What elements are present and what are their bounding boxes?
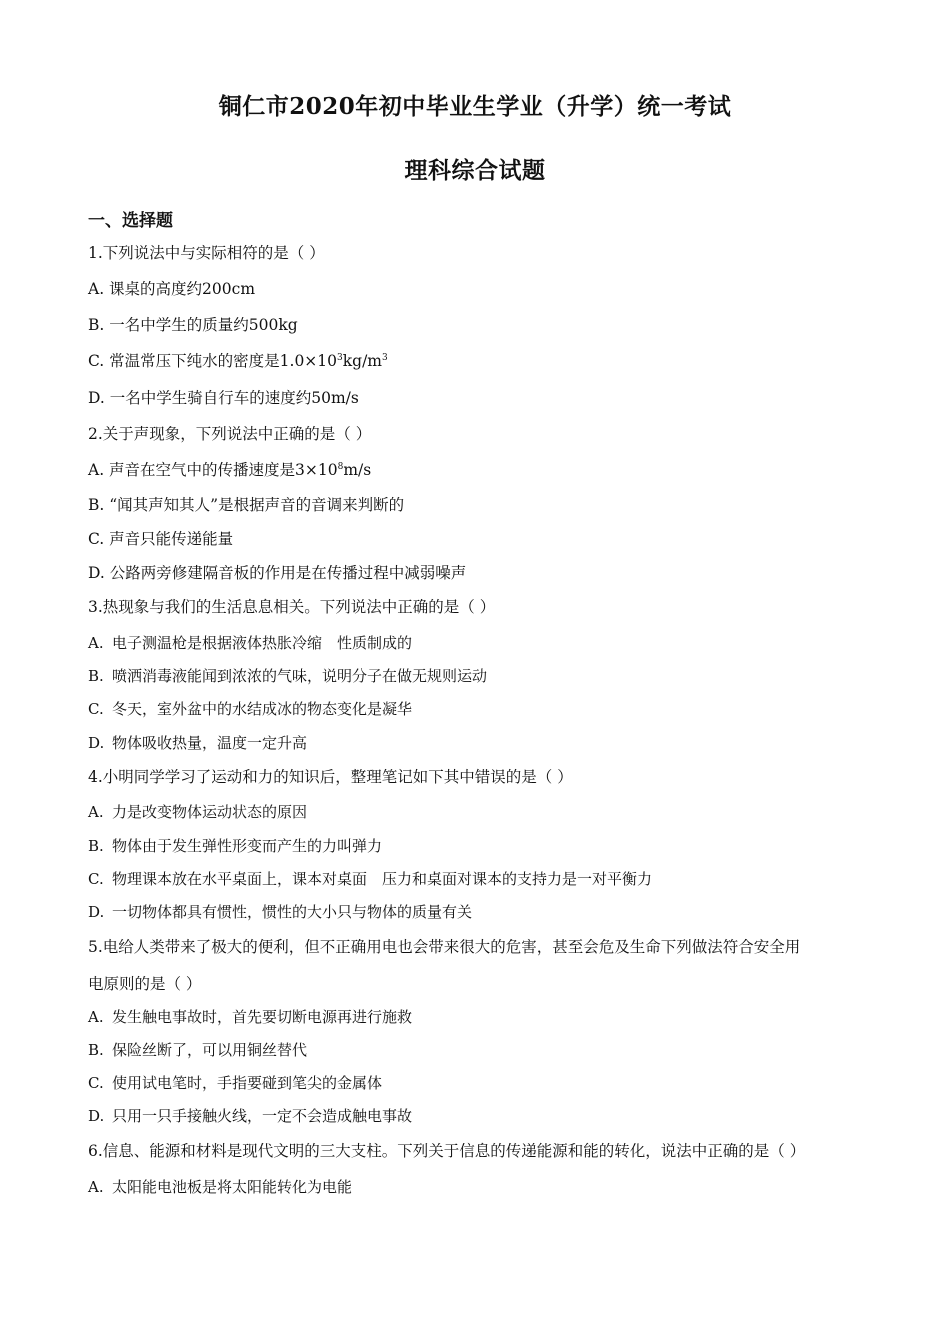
question-3-option-d: [88, 732, 307, 753]
question-4-option-a: [88, 801, 307, 822]
option-label: A.: [88, 1008, 104, 1026]
option-label: B.: [88, 667, 104, 685]
question-3-option-a: [88, 632, 412, 653]
option-text: 保险丝断了，可以用铜丝替代: [112, 1041, 308, 1059]
question-5-option-d: [88, 1105, 412, 1126]
option-label: D.: [88, 903, 105, 921]
question-4-option-d: [88, 901, 472, 922]
section-heading: 一、选择题: [88, 211, 173, 231]
exponent: 8: [337, 462, 344, 472]
option-text: 只用一只手接触火线，一定不会造成触电事故: [112, 1107, 413, 1125]
question-1-option-c: [88, 349, 388, 371]
question-2-option-a: [88, 458, 371, 480]
option-label: D.: [88, 1107, 105, 1125]
option-c-prefix: C. 常温常压下纯水的密度是1.0×10: [88, 352, 338, 370]
option-text: 物体吸收热量，温度一定升高: [112, 734, 308, 752]
option-label: B.: [88, 1041, 104, 1059]
option-label: A.: [88, 634, 104, 652]
unit-text: m/s: [343, 461, 372, 479]
exponent: 3: [382, 353, 388, 363]
question-1-option-d: D. 一名中学生骑自行车的速度约50m/s: [88, 389, 359, 407]
question-5-option-b: [88, 1039, 307, 1060]
option-text: 一切物体都具有惯性，惯性的大小只与物体的质量有关: [112, 903, 473, 921]
unit-text: kg/m: [342, 352, 382, 370]
question-6-option-a: [88, 1176, 352, 1197]
option-label: C.: [88, 870, 104, 888]
question-1-option-b: B. 一名中学生的质量约500kg: [88, 316, 298, 334]
option-label: C.: [88, 1074, 104, 1092]
option-text: 喷洒消毒液能闻到浓浓的气味，说明分子在做无规则运动: [112, 667, 488, 685]
question-5-option-a: [88, 1006, 412, 1027]
option-a-prefix: A. 声音在空气中的传播速度是3×10: [88, 461, 338, 479]
option-text: 太阳能电池板是将太阳能转化为电能: [112, 1178, 353, 1196]
option-text: 冬天，室外盆中的水结成冰的物态变化是凝华: [112, 700, 413, 718]
option-text: 力是改变物体运动状态的原因: [112, 803, 308, 821]
question-4-option-c: [88, 868, 652, 889]
option-label: A.: [88, 1178, 104, 1196]
option-label: D.: [88, 734, 105, 752]
question-5-option-c: [88, 1072, 382, 1093]
question-2-option-d: D. 公路两旁修建隔音板的作用是在传播过程中减弱噪声: [88, 564, 467, 582]
option-text: 发生触电事故时，首先要切断电源再进行施救: [112, 1008, 413, 1026]
question-5-stem-cont: 电原则的是（ ）: [88, 975, 202, 993]
option-text: 物理课本放在水平桌面上，课本对桌面 压力和桌面对课本的支持力是一对平衡力: [112, 870, 653, 888]
option-label: B.: [88, 837, 104, 855]
question-1-stem: 1.下列说法中与实际相符的是（ ）: [88, 244, 325, 262]
question-2-option-c: C. 声音只能传递能量: [88, 530, 234, 548]
question-2-stem: 2.关于声现象，下列说法中正确的是（ ）: [88, 425, 372, 443]
exponent: 3: [337, 353, 343, 363]
question-1-option-a: A. 课桌的高度约200cm: [88, 280, 256, 298]
option-text: 物体由于发生弹性形变而产生的力叫弹力: [112, 837, 383, 855]
question-3-option-b: [88, 665, 487, 686]
question-6-stem: 6.信息、能源和材料是现代文明的三大支柱。下列关于信息的传递能源和能的转化，说法中正确的是（ ）: [88, 1142, 806, 1160]
question-2-option-b: B. “闻其声知其人”是根据声音的音调来判断的: [88, 496, 405, 514]
question-4-stem: 4.小明同学学习了运动和力的知识后，整理笔记如下其中错误的是（ ）: [88, 768, 573, 786]
exam-title: 铜仁市2020年初中毕业生学业（升学）统一考试: [218, 93, 732, 120]
question-5-stem: 5.电给人类带来了极大的便利，但不正确用电也会带来很大的危害，甚至会危及生命下列做法符合安全用: [88, 938, 801, 956]
option-text: 电子测温枪是根据液体热胀冷缩 性质制成的: [112, 634, 413, 652]
question-3-option-c: [88, 698, 412, 719]
exam-subtitle: 理科综合试题: [404, 157, 546, 184]
question-4-option-b: [88, 835, 382, 856]
question-3-stem: 3.热现象与我们的生活息息相关。下列说法中正确的是（ ）: [88, 598, 496, 616]
option-text: 使用试电笔时，手指要碰到笔尖的金属体: [112, 1074, 383, 1092]
option-label: A.: [88, 803, 104, 821]
option-label: C.: [88, 700, 104, 718]
